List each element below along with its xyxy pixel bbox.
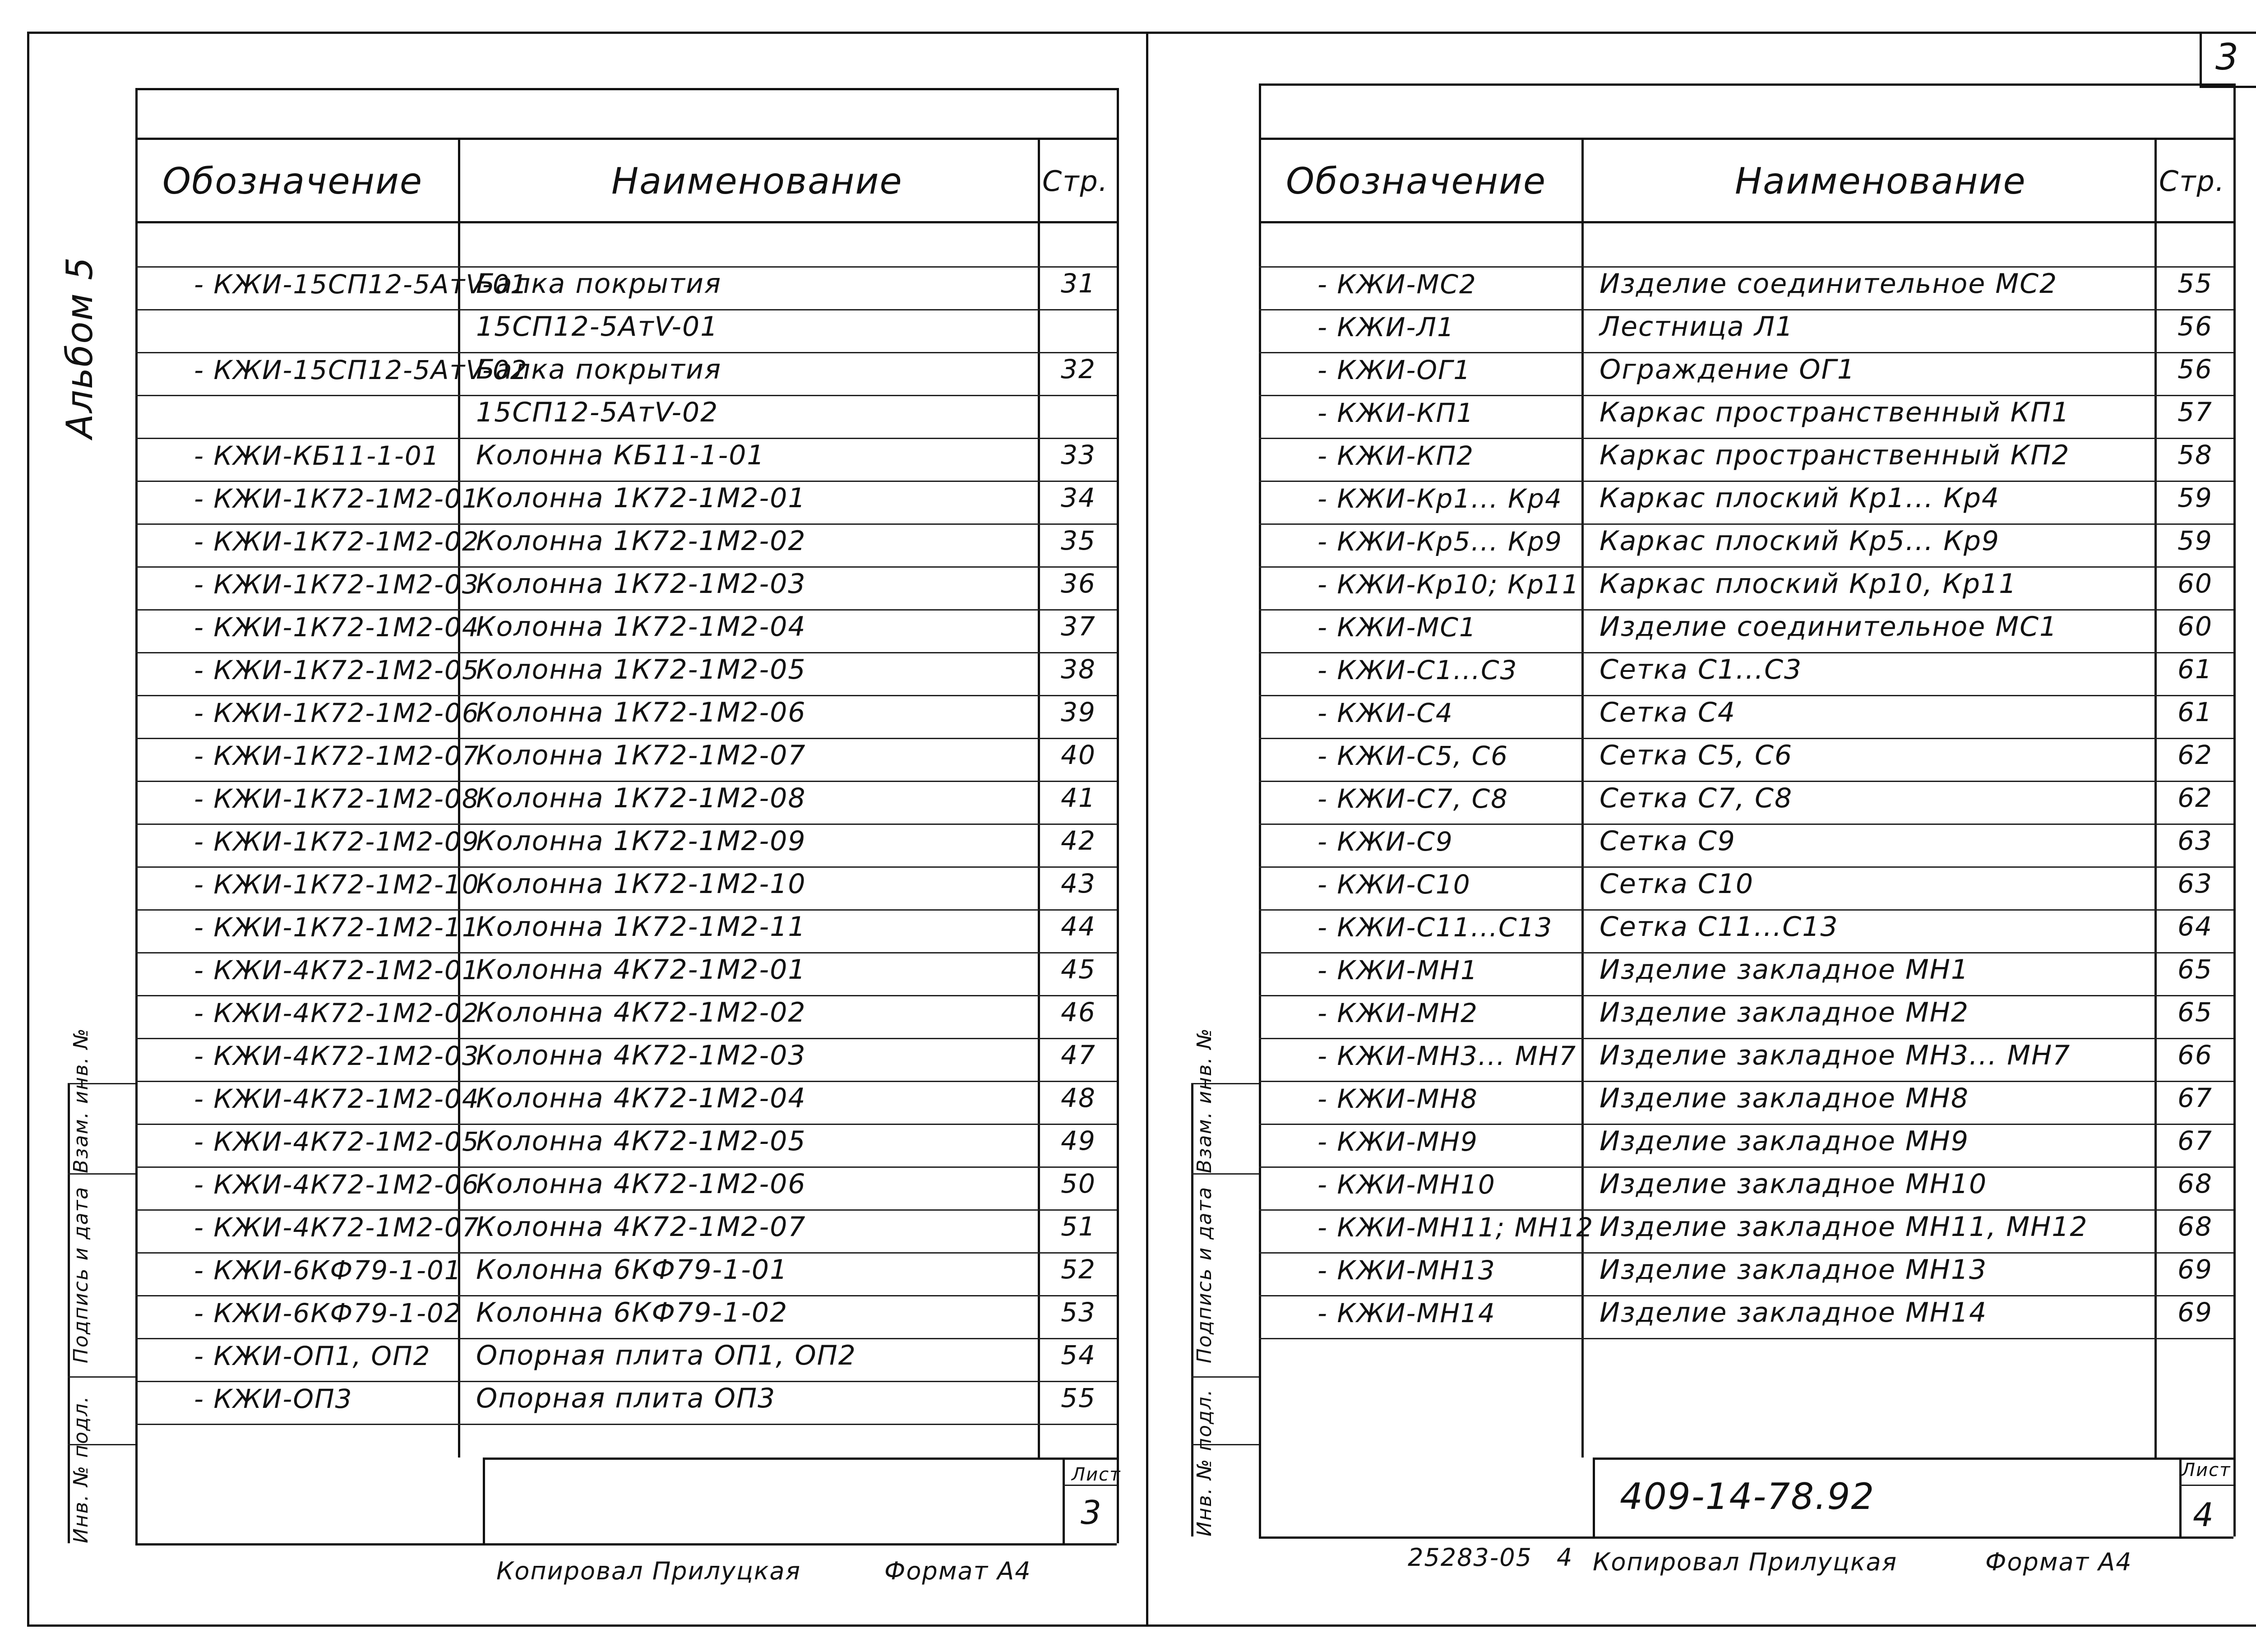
right-row-line <box>1259 738 2233 739</box>
left-side-label: Инв. № подл. <box>69 1395 92 1543</box>
right-row-line <box>1259 866 2233 868</box>
left-row-line <box>135 1381 1117 1382</box>
left-row-line <box>135 866 1117 868</box>
left-row-line <box>135 952 1117 953</box>
right-row-line <box>1259 1038 2233 1039</box>
right-sheet-label: Лист <box>2182 1460 2231 1481</box>
left-row-code: - КЖИ-6КФ79-1-02 <box>194 1298 462 1328</box>
right-row-page: 57 <box>2177 397 2213 427</box>
left-row-line <box>135 738 1117 739</box>
right-titleblock-sheet-divider <box>2179 1458 2182 1536</box>
right-frame-top <box>1259 83 2233 86</box>
footer-page: 4 <box>1557 1543 1573 1572</box>
left-row-name: Опорная плита ОП1, ОП2 <box>476 1340 856 1371</box>
left-row-name: Колонна 1К72-1М2-10 <box>476 868 806 900</box>
left-row-line <box>135 781 1117 782</box>
left-row-code: - КЖИ-15СП12-5АтV-01 <box>194 269 528 300</box>
right-row-code: - КЖИ-МН9 <box>1318 1126 1478 1157</box>
right-row-line <box>1259 695 2233 696</box>
left-row-line <box>135 438 1117 439</box>
left-row-page: 34 <box>1061 482 1096 513</box>
left-row-page: 55 <box>1061 1383 1096 1413</box>
right-row-code: - КЖИ-С7, С8 <box>1318 783 1509 814</box>
left-header-top <box>135 138 1117 140</box>
left-footer-format: Формат А4 <box>884 1557 1031 1585</box>
right-row-line <box>1259 1295 2233 1296</box>
right-row-page: 64 <box>2177 911 2213 942</box>
right-row-name: Сетка С1...С3 <box>1600 654 1803 685</box>
page-divider <box>1146 32 1148 1624</box>
left-row-page: 46 <box>1061 997 1096 1027</box>
left-header-designation: Обозначение <box>162 160 423 202</box>
right-row-name: Сетка С5, С6 <box>1600 740 1793 771</box>
left-row-page: 42 <box>1061 825 1096 856</box>
right-frame-left <box>1259 83 1261 1536</box>
left-frame-bottom <box>135 1543 1117 1546</box>
right-row-code: - КЖИ-С4 <box>1318 698 1453 728</box>
right-row-code: - КЖИ-Кр10; Кр11 <box>1318 569 1580 600</box>
left-row-code: - КЖИ-1К72-1М2-11 <box>194 912 480 943</box>
right-row-code: - КЖИ-Кр1... Кр4 <box>1318 483 1563 514</box>
right-row-code: - КЖИ-Кр5... Кр9 <box>1318 526 1563 557</box>
left-side-label: Взам. инв. № <box>69 1027 92 1173</box>
left-row-code: - КЖИ-1К72-1М2-10 <box>194 869 480 900</box>
left-row-line <box>135 481 1117 482</box>
left-row-name: Колонна 1К72-1М2-03 <box>476 568 806 600</box>
left-row-page: 47 <box>1061 1040 1096 1070</box>
left-row-line <box>135 1295 1117 1296</box>
left-row-name: 15СП12-5АтV-02 <box>476 397 719 428</box>
right-row-page: 67 <box>2177 1125 2213 1156</box>
left-row-page: 51 <box>1061 1211 1096 1242</box>
right-side-strip-line <box>1191 1376 1259 1378</box>
left-row-name: Колонна 1К72-1М2-01 <box>476 482 806 514</box>
right-row-name: Изделие закладное МН14 <box>1600 1297 1988 1328</box>
right-row-name: Каркас плоский Кр10, Кр11 <box>1600 568 2017 600</box>
left-row-name: Колонна 4К72-1М2-06 <box>476 1168 806 1200</box>
right-row-code: - КЖИ-МН10 <box>1318 1169 1496 1200</box>
right-row-page: 65 <box>2177 997 2213 1027</box>
left-row-page: 49 <box>1061 1125 1096 1156</box>
right-row-line <box>1259 352 2233 353</box>
right-row-name: Изделие закладное МН10 <box>1600 1168 1988 1200</box>
left-row-page: 31 <box>1061 268 1096 299</box>
right-row-name: Изделие соединительное МС2 <box>1600 268 2058 300</box>
right-row-page: 63 <box>2177 825 2213 856</box>
right-row-line <box>1259 566 2233 568</box>
left-row-name: Колонна 4К72-1М2-02 <box>476 997 806 1028</box>
right-row-code: - КЖИ-МН2 <box>1318 998 1478 1028</box>
right-row-name: Каркас пространственный КП1 <box>1600 397 2070 428</box>
page-top-border <box>27 32 2256 34</box>
left-row-page: 39 <box>1061 697 1096 727</box>
left-row-page: 33 <box>1061 440 1096 470</box>
right-row-line <box>1259 952 2233 953</box>
left-row-line <box>135 695 1117 696</box>
right-row-page: 63 <box>2177 868 2213 899</box>
right-row-page: 61 <box>2177 697 2213 727</box>
left-row-code: - КЖИ-КБ11-1-01 <box>194 440 440 471</box>
page-bottom-border <box>27 1624 2256 1627</box>
left-row-code: - КЖИ-4К72-1М2-01 <box>194 955 480 986</box>
left-row-line <box>135 1252 1117 1254</box>
right-row-page: 60 <box>2177 568 2213 599</box>
left-row-name: Колонна 1К72-1М2-05 <box>476 654 806 685</box>
right-row-line <box>1259 1124 2233 1125</box>
left-row-name: Колонна 1К72-1М2-07 <box>476 740 806 771</box>
right-frame-bottom <box>1259 1536 2233 1539</box>
right-row-name: Сетка С9 <box>1600 825 1736 857</box>
right-row-code: - КЖИ-Л1 <box>1318 312 1455 342</box>
left-frame-right <box>1117 88 1119 1543</box>
right-titleblock-left <box>1593 1458 1595 1536</box>
left-row-line <box>135 266 1117 268</box>
left-row-name: Колонна 4К72-1М2-04 <box>476 1083 806 1114</box>
left-row-line <box>135 1209 1117 1211</box>
left-row-code: - КЖИ-ОП3 <box>194 1384 353 1414</box>
right-row-line <box>1259 266 2233 268</box>
right-row-code: - КЖИ-МС2 <box>1318 269 1477 300</box>
left-row-line <box>135 1081 1117 1082</box>
right-row-page: 58 <box>2177 440 2213 470</box>
right-row-line <box>1259 1209 2233 1211</box>
right-row-name: Изделие закладное МН2 <box>1600 997 1969 1028</box>
left-frame-left <box>135 88 138 1543</box>
left-row-name: Колонна 4К72-1М2-01 <box>476 954 806 986</box>
left-row-code: - КЖИ-4К72-1М2-03 <box>194 1041 480 1071</box>
left-row-name: Колонна КБ11-1-01 <box>476 440 765 471</box>
left-row-code: - КЖИ-15СП12-5АтV-02 <box>194 355 528 385</box>
right-header-designation: Обозначение <box>1286 160 1547 202</box>
right-row-name: Каркас плоский Кр1... Кр4 <box>1600 482 2000 514</box>
left-row-page: 50 <box>1061 1168 1096 1199</box>
footer-order: 25283-05 <box>1408 1543 1532 1572</box>
right-col-divider-1 <box>1581 138 1584 1458</box>
left-titleblock-top <box>483 1458 1117 1460</box>
right-row-line <box>1259 1081 2233 1082</box>
right-row-page: 61 <box>2177 654 2213 685</box>
right-row-page: 55 <box>2177 268 2213 299</box>
left-row-line <box>135 609 1117 611</box>
right-footer-format: Формат А4 <box>1985 1548 2132 1576</box>
right-row-name: Изделие закладное МН3... МН7 <box>1600 1040 2071 1071</box>
left-row-name: Колонна 6КФ79-1-02 <box>476 1297 788 1328</box>
right-row-code: - КЖИ-КП2 <box>1318 440 1475 471</box>
left-row-line <box>135 1166 1117 1168</box>
left-row-page: 32 <box>1061 354 1096 384</box>
right-row-line <box>1259 609 2233 611</box>
left-sheet-label: Лист <box>1072 1464 1121 1485</box>
right-row-code: - КЖИ-МН8 <box>1318 1083 1478 1114</box>
right-row-page: 56 <box>2177 311 2213 342</box>
right-row-page: 67 <box>2177 1083 2213 1113</box>
left-row-name: Колонна 6КФ79-1-01 <box>476 1254 788 1286</box>
right-row-name: Сетка С4 <box>1600 697 1736 728</box>
right-row-page: 65 <box>2177 954 2213 985</box>
right-row-code: - КЖИ-С11...С13 <box>1318 912 1553 943</box>
right-col-divider-2 <box>2154 138 2157 1458</box>
left-row-page: 53 <box>1061 1297 1096 1328</box>
right-row-code: - КЖИ-С5, С6 <box>1318 740 1509 771</box>
right-row-line <box>1259 909 2233 911</box>
left-row-code: - КЖИ-4К72-1М2-04 <box>194 1083 480 1114</box>
left-row-page: 37 <box>1061 611 1096 642</box>
left-row-code: - КЖИ-1К72-1М2-07 <box>194 740 480 771</box>
right-row-code: - КЖИ-МН1 <box>1318 955 1478 986</box>
right-row-line <box>1259 309 2233 310</box>
right-row-page: 69 <box>2177 1254 2213 1285</box>
right-row-name: Изделие закладное МН1 <box>1600 954 1969 986</box>
left-side-label: Подпись и дата <box>69 1186 92 1364</box>
right-row-line <box>1259 781 2233 782</box>
right-side-label: Подпись и дата <box>1193 1186 1216 1364</box>
left-row-name: Балка покрытия <box>476 268 722 300</box>
left-row-line <box>135 824 1117 825</box>
left-row-page: 38 <box>1061 654 1096 685</box>
right-row-line <box>1259 652 2233 653</box>
right-header-name: Наименование <box>1735 160 2026 202</box>
left-row-name: Колонна 1К72-1М2-11 <box>476 911 806 943</box>
doc-number: 409-14-78.92 <box>1620 1476 1875 1518</box>
right-row-name: Сетка С7, С8 <box>1600 782 1793 814</box>
right-row-page: 68 <box>2177 1211 2213 1242</box>
left-row-code: - КЖИ-1К72-1М2-02 <box>194 526 480 557</box>
right-sheet-no: 4 <box>2193 1496 2214 1534</box>
right-frame-right <box>2233 83 2236 1536</box>
left-row-line <box>135 652 1117 653</box>
left-row-code: - КЖИ-4К72-1М2-02 <box>194 998 480 1028</box>
left-row-code: - КЖИ-1К72-1М2-09 <box>194 826 480 857</box>
right-row-line <box>1259 995 2233 996</box>
sheet-number-box <box>2200 32 2202 86</box>
right-row-code: - КЖИ-МН11; МН12 <box>1318 1212 1594 1243</box>
right-row-name: Сетка С10 <box>1600 868 1754 900</box>
right-row-code: - КЖИ-С9 <box>1318 826 1453 857</box>
left-row-code: - КЖИ-1К72-1М2-08 <box>194 783 480 814</box>
right-row-line <box>1259 1338 2233 1339</box>
left-row-code: - КЖИ-4К72-1М2-06 <box>194 1169 480 1200</box>
left-row-line <box>135 1424 1117 1425</box>
right-row-line <box>1259 395 2233 396</box>
right-row-name: Изделие соединительное МС1 <box>1600 611 2058 643</box>
sheet-number: 3 <box>2215 36 2239 78</box>
right-row-page: 59 <box>2177 525 2213 556</box>
right-row-line <box>1259 481 2233 482</box>
left-row-code: - КЖИ-1К72-1М2-01 <box>194 483 480 514</box>
right-row-code: - КЖИ-МС1 <box>1318 612 1477 643</box>
right-row-name: Изделие закладное МН8 <box>1600 1083 1969 1114</box>
right-row-code: - КЖИ-МН14 <box>1318 1298 1496 1328</box>
right-row-code: - КЖИ-С10 <box>1318 869 1471 900</box>
left-footer-copied: Копировал Прилуцкая <box>496 1557 801 1585</box>
left-row-page: 45 <box>1061 954 1096 985</box>
left-row-page: 54 <box>1061 1340 1096 1370</box>
left-row-page: 48 <box>1061 1083 1096 1113</box>
right-row-page: 68 <box>2177 1168 2213 1199</box>
left-row-code: - КЖИ-4К72-1М2-05 <box>194 1126 480 1157</box>
left-row-line <box>135 352 1117 353</box>
left-row-page: 35 <box>1061 525 1096 556</box>
right-row-line <box>1259 438 2233 439</box>
left-frame-top <box>135 88 1117 90</box>
left-row-page: 43 <box>1061 868 1096 899</box>
left-titleblock-sheet-line <box>1063 1485 1117 1486</box>
left-row-code: - КЖИ-1К72-1М2-03 <box>194 569 480 600</box>
left-row-line <box>135 309 1117 310</box>
left-row-line <box>135 523 1117 525</box>
left-titleblock-left <box>483 1458 485 1543</box>
right-row-page: 59 <box>2177 482 2213 513</box>
left-row-line <box>135 566 1117 568</box>
left-row-code: - КЖИ-6КФ79-1-01 <box>194 1255 462 1286</box>
left-row-name: Балка покрытия <box>476 354 722 385</box>
right-footer-copied: Копировал Прилуцкая <box>1593 1548 1898 1576</box>
right-row-name: Ограждение ОГ1 <box>1600 354 1856 385</box>
right-row-page: 69 <box>2177 1297 2213 1328</box>
left-row-line <box>135 1124 1117 1125</box>
left-header-page: Стр. <box>1042 165 1109 198</box>
right-row-name: Изделие закладное МН11, МН12 <box>1600 1211 2088 1243</box>
right-side-label: Инв. № подл. <box>1193 1388 1216 1536</box>
right-row-page: 60 <box>2177 611 2213 642</box>
left-row-page: 52 <box>1061 1254 1096 1285</box>
left-row-code: - КЖИ-4К72-1М2-07 <box>194 1212 480 1243</box>
left-row-code: - КЖИ-1К72-1М2-04 <box>194 612 480 643</box>
left-row-name: Колонна 1К72-1М2-06 <box>476 697 806 728</box>
right-row-name: Каркас плоский Кр5... Кр9 <box>1600 525 2000 557</box>
left-row-name: 15СП12-5АтV-01 <box>476 311 719 342</box>
left-row-line <box>135 1038 1117 1039</box>
right-row-code: - КЖИ-МН13 <box>1318 1255 1496 1286</box>
right-row-line <box>1259 824 2233 825</box>
left-titleblock-sheet-divider <box>1063 1458 1065 1543</box>
right-titleblock-top <box>1593 1458 2233 1460</box>
right-row-line <box>1259 523 2233 525</box>
left-row-name: Колонна 1К72-1М2-08 <box>476 782 806 814</box>
left-row-page: 41 <box>1061 782 1096 813</box>
right-row-page: 66 <box>2177 1040 2213 1070</box>
right-row-code: - КЖИ-С1...С3 <box>1318 655 1518 685</box>
right-row-name: Каркас пространственный КП2 <box>1600 440 2070 471</box>
left-row-page: 40 <box>1061 740 1096 770</box>
left-side-strip-line <box>68 1376 135 1378</box>
right-row-code: - КЖИ-МН3... МН7 <box>1318 1041 1577 1071</box>
right-row-name: Изделие закладное МН9 <box>1600 1125 1969 1157</box>
right-row-name: Лестница Л1 <box>1600 311 1794 342</box>
left-row-line <box>135 909 1117 911</box>
left-row-name: Колонна 1К72-1М2-04 <box>476 611 806 643</box>
left-row-line <box>135 395 1117 396</box>
left-row-page: 44 <box>1061 911 1096 942</box>
left-row-name: Колонна 1К72-1М2-09 <box>476 825 806 857</box>
right-side-label: Взам. инв. № <box>1193 1027 1216 1173</box>
left-row-page: 36 <box>1061 568 1096 599</box>
right-header-top <box>1259 138 2233 140</box>
left-row-name: Колонна 4К72-1М2-03 <box>476 1040 806 1071</box>
left-row-name: Колонна 4К72-1М2-05 <box>476 1125 806 1157</box>
left-header-bottom <box>135 221 1117 223</box>
left-row-code: - КЖИ-1К72-1М2-06 <box>194 698 480 728</box>
left-row-name: Колонна 1К72-1М2-02 <box>476 525 806 557</box>
right-row-line <box>1259 1166 2233 1168</box>
right-row-line <box>1259 1252 2233 1254</box>
left-sheet-no: 3 <box>1081 1494 1102 1532</box>
left-row-code: - КЖИ-ОП1, ОП2 <box>194 1341 431 1371</box>
right-row-page: 62 <box>2177 782 2213 813</box>
left-row-name: Колонна 4К72-1М2-07 <box>476 1211 806 1243</box>
left-row-line <box>135 995 1117 996</box>
right-row-name: Изделие закладное МН13 <box>1600 1254 1988 1286</box>
right-header-page: Стр. <box>2159 165 2225 198</box>
album-label: Альбом 5 <box>59 256 101 439</box>
right-row-code: - КЖИ-ОГ1 <box>1318 355 1471 385</box>
left-row-name: Опорная плита ОП3 <box>476 1383 776 1414</box>
left-header-name: Наименование <box>611 160 903 202</box>
right-row-code: - КЖИ-КП1 <box>1318 398 1475 428</box>
left-col-divider-2 <box>1038 138 1040 1458</box>
right-row-page: 56 <box>2177 354 2213 384</box>
right-header-bottom <box>1259 221 2233 223</box>
right-row-name: Сетка С11...С13 <box>1600 911 1839 943</box>
left-row-code: - КЖИ-1К72-1М2-05 <box>194 655 480 685</box>
right-row-page: 62 <box>2177 740 2213 770</box>
page-left-border <box>27 32 29 1624</box>
left-row-line <box>135 1338 1117 1339</box>
right-titleblock-sheet-line <box>2179 1485 2233 1486</box>
